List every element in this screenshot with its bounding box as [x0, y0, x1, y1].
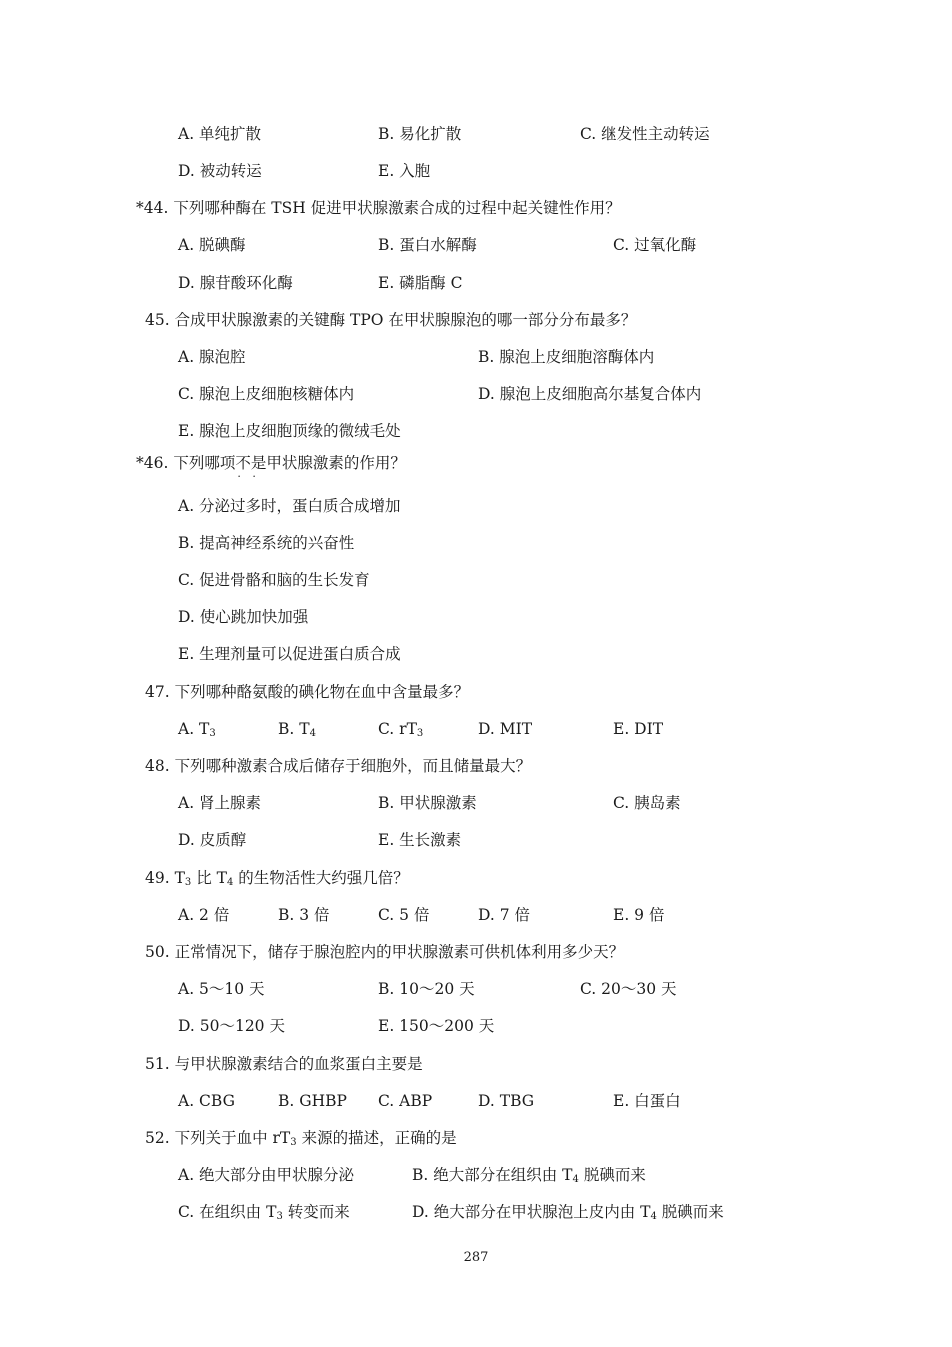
q47-stem: 47. 下列哪种酪氨酸的碘化物在血中含量最多？	[145, 683, 470, 701]
q52-stem: 52. 下列关于血中 $rT_3$ 来源的描述，正确的是	[145, 1129, 457, 1148]
q45-option-e: E. 腺泡上皮细胞顶缘的微绒毛处	[178, 422, 401, 440]
q49-option-a: A. 2 倍	[178, 906, 230, 924]
q51-option-e: E. 白蛋白	[613, 1092, 681, 1110]
q49-option-c: C. 5 倍	[378, 906, 430, 924]
q44-option-b: B. 蛋白水解酶	[378, 236, 477, 254]
q50-option-b: B. 10～20 天	[378, 980, 475, 998]
q52-option-c: C. 在组织由 $T_3$ 转变而来	[178, 1203, 350, 1222]
q46-option-c: C. 促进骨骼和脑的生长发育	[178, 571, 370, 589]
q45-option-a: A. 腺泡腔	[178, 348, 246, 366]
q47-option-c: C. $rT_3$	[378, 720, 424, 739]
page-number: 287	[463, 1250, 489, 1265]
q47-option-d: D. MIT	[478, 720, 533, 738]
q46-option-a: A. 分泌过多时，蛋白质合成增加	[178, 497, 401, 515]
q52-option-d: D. 绝大部分在甲状腺泡上皮内由 $T_4$ 脱碘而来	[412, 1203, 724, 1222]
q43-option-d: D. 被动转运	[178, 162, 262, 180]
q51-stem: 51. 与甲状腺激素结合的血浆蛋白主要是	[145, 1055, 423, 1073]
q50-option-c: C. 20～30 天	[580, 980, 677, 998]
q46-stem-suffix: 甲状腺激素的作用？	[266, 454, 406, 472]
q51-option-c: C. ABP	[378, 1092, 433, 1110]
q50-option-a: A. 5～10 天	[178, 980, 265, 998]
q43-option-b: B. 易化扩散	[378, 125, 462, 143]
q48-option-c: C. 胰岛素	[613, 794, 681, 812]
q51-option-b: B. GHBP	[278, 1092, 347, 1110]
q45-option-b: B. 腺泡上皮细胞溶酶体内	[478, 348, 655, 366]
q45-stem: 45. 合成甲状腺激素的关键酶 TPO 在甲状腺腺泡的哪一部分分布最多？	[145, 311, 637, 329]
q44-option-e: E. 磷脂酶 C	[378, 274, 463, 292]
q51-option-d: D. TBG	[478, 1092, 535, 1110]
q48-stem: 48. 下列哪种激素合成后储存于细胞外，而且储量最大？	[145, 757, 532, 775]
q48-option-d: D. 皮质醇	[178, 831, 247, 849]
q49-option-e: E. 9 倍	[613, 906, 665, 924]
q48-option-a: A. 肾上腺素	[178, 794, 262, 812]
q46-stem-prefix: *46. 下列哪项	[136, 454, 236, 472]
q48-option-e: E. 生长激素	[378, 831, 462, 849]
q46-emphasis-not: 不是 · ·	[235, 453, 266, 473]
q45-option-c: C. 腺泡上皮细胞核糖体内	[178, 385, 355, 403]
q43-option-a: A. 单纯扩散	[178, 125, 262, 143]
q44-option-c: C. 过氧化酶	[613, 236, 697, 254]
q49-option-d: D. 7 倍	[478, 906, 531, 924]
q47-option-e: E. DIT	[613, 720, 664, 738]
q51-option-a: A. CBG	[178, 1092, 235, 1110]
q46-option-e: E. 生理剂量可以促进蛋白质合成	[178, 645, 401, 663]
q43-option-c: C. 继发性主动转运	[580, 125, 710, 143]
q49-stem: 49. $T_3$ 比 $T_4$ 的生物活性大约强几倍？	[145, 869, 409, 888]
q50-stem: 50. 正常情况下，储存于腺泡腔内的甲状腺激素可供机体利用多少天？	[145, 943, 625, 961]
q44-option-a: A. 脱碘酶	[178, 236, 246, 254]
q44-stem: *44. 下列哪种酶在 TSH 促进甲状腺激素合成的过程中起关键性作用？	[136, 199, 621, 217]
q46-option-b: B. 提高神经系统的兴奋性	[178, 534, 355, 552]
q52-option-b: B. 绝大部分在组织由 $T_4$ 脱碘而来	[412, 1166, 646, 1185]
q46-stem	[136, 453, 406, 473]
q43-option-e: E. 入胞	[378, 162, 431, 180]
q50-option-e: E. 150～200 天	[378, 1017, 495, 1035]
q48-option-b: B. 甲状腺激素	[378, 794, 477, 812]
q49-option-b: B. 3 倍	[278, 906, 330, 924]
q47-option-a: A. $T_3$	[178, 720, 216, 739]
q52-option-a: A. 绝大部分由甲状腺分泌	[178, 1166, 355, 1184]
q45-option-d: D. 腺泡上皮细胞高尔基复合体内	[478, 385, 702, 403]
q46-option-d: D. 使心跳加快加强	[178, 608, 309, 626]
q47-option-b: B. $T_4$	[278, 720, 316, 739]
q44-option-d: D. 腺苷酸环化酶	[178, 274, 293, 292]
q50-option-d: D. 50～120 天	[178, 1017, 285, 1035]
